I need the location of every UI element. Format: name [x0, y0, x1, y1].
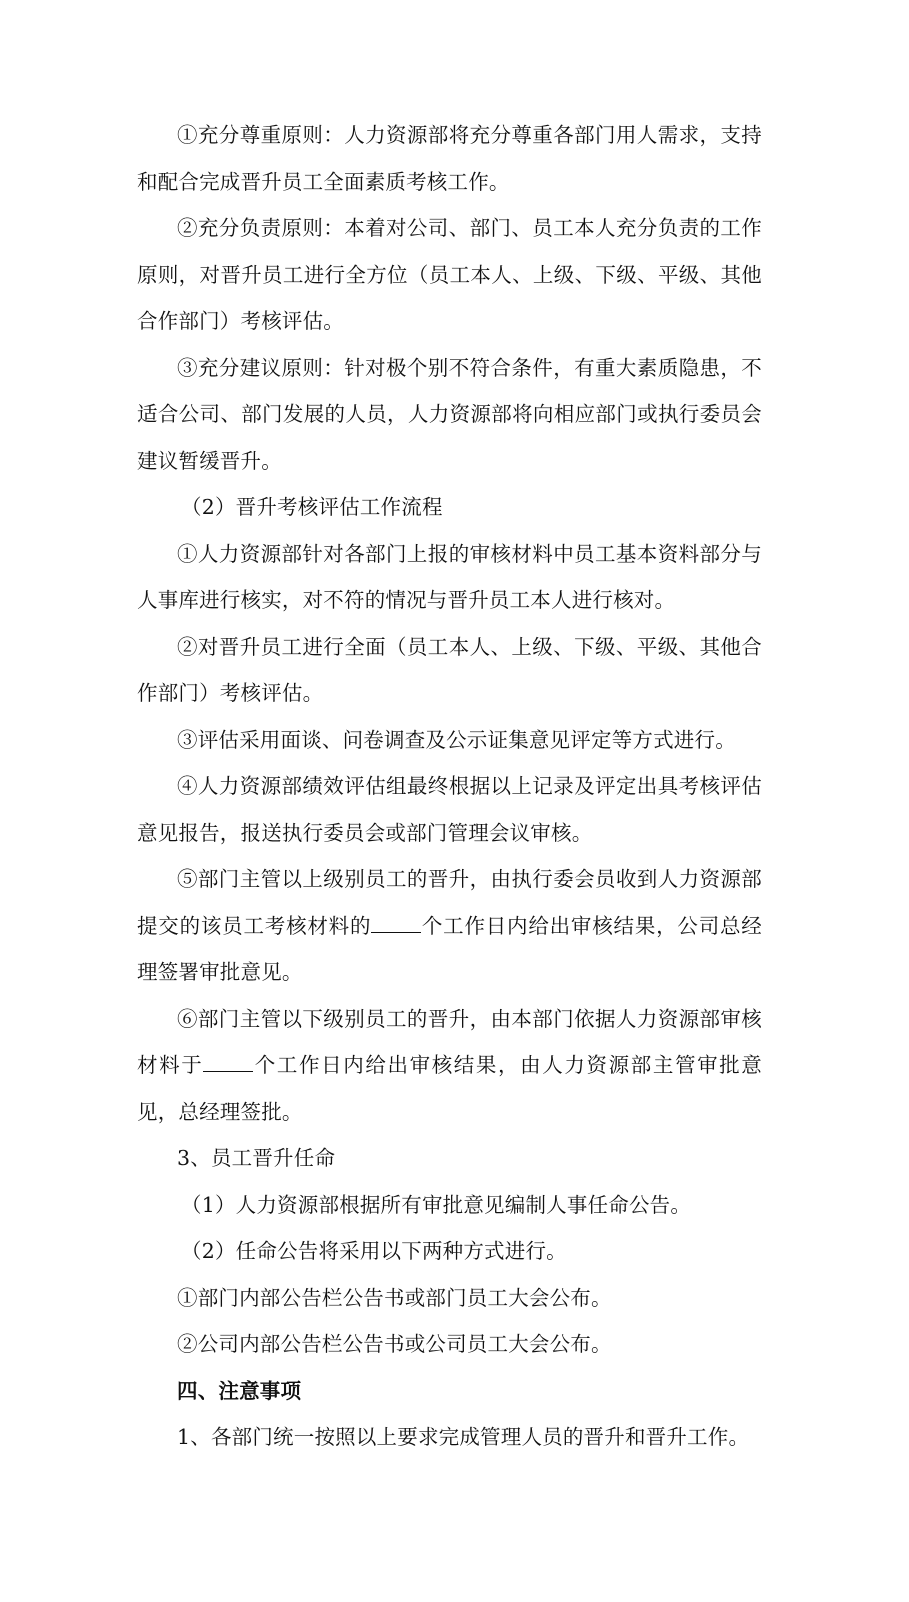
process-step-1: ①人力资源部针对各部门上报的审核材料中员工基本资料部分与人事库进行核实，对不符的情况与晋升员工本人进行核对。: [137, 541, 762, 612]
document-body: [137, 112, 762, 1461]
principle-respect: ①充分尊重原则：人力资源部将充分尊重各部门用人需求，支持和配合完成晋升员工全面素质考核工作。: [137, 123, 762, 194]
process-step-6-text-a: ⑥部门主管以下级别员工的晋升，由本部门依据人力资源部审核材料于: [137, 1006, 762, 1077]
blank-line: [203, 1055, 253, 1072]
appointment-item-2: （2）任命公告将采用以下两种方式进行。: [181, 1239, 567, 1263]
section-appointment: 3、员工晋升任命: [177, 1146, 336, 1170]
process-step-6: [137, 996, 762, 1136]
section-evaluation-process: （2）晋升考核评估工作流程: [181, 495, 443, 519]
blank-line: [371, 916, 421, 933]
principle-suggestion: ③充分建议原则：针对极个别不符合条件，有重大素质隐患，不适合公司、部门发展的人员，人力资源部将向相应部门或执行委员会建议暂缓晋升。: [137, 355, 762, 473]
process-step-2: ②对晋升员工进行全面（员工本人、上级、下级、平级、其他合作部门）考核评估。: [137, 634, 762, 705]
principle-responsibility: ②充分负责原则：本着对公司、部门、员工本人充分负责的工作原则，对晋升员工进行全方位（员工本人、上级、下级、平级、其他合作部门）考核评估。: [137, 216, 762, 333]
section-heading-notes: 四、注意事项: [177, 1378, 302, 1403]
process-step-5: [137, 856, 762, 996]
appointment-item-1: （1）人力资源部根据所有审批意见编制人事任命公告。: [181, 1192, 692, 1217]
process-step-5-text-b: 个工作日内给出审核结果，公司总经理签署审批意见。: [137, 913, 763, 984]
announcement-method-2: ②公司内部公告栏公告书或公司员工大会公布。: [177, 1332, 612, 1356]
notes-item-1: 1、各部门统一按照以上要求完成管理人员的晋升和晋升工作。: [177, 1425, 750, 1449]
announcement-method-1: ①部门内部公告栏公告书或部门员工大会公布。: [177, 1285, 612, 1310]
process-step-5-text-a: ⑤部门主管以上级别员工的晋升，由执行委会员收到人力资源部提交的该员工考核材料的: [137, 867, 762, 938]
process-step-6-text-b: 个工作日内给出审核结果，由人力资源部主管审批意见，总经理签批。: [137, 1053, 762, 1124]
process-step-4: ④人力资源部绩效评估组最终根据以上记录及评定出具考核评估意见报告，报送执行委员会或部门管理会议审核。: [137, 774, 762, 845]
process-step-3: ③评估采用面谈、问卷调查及公示证集意见评定等方式进行。: [177, 727, 736, 752]
